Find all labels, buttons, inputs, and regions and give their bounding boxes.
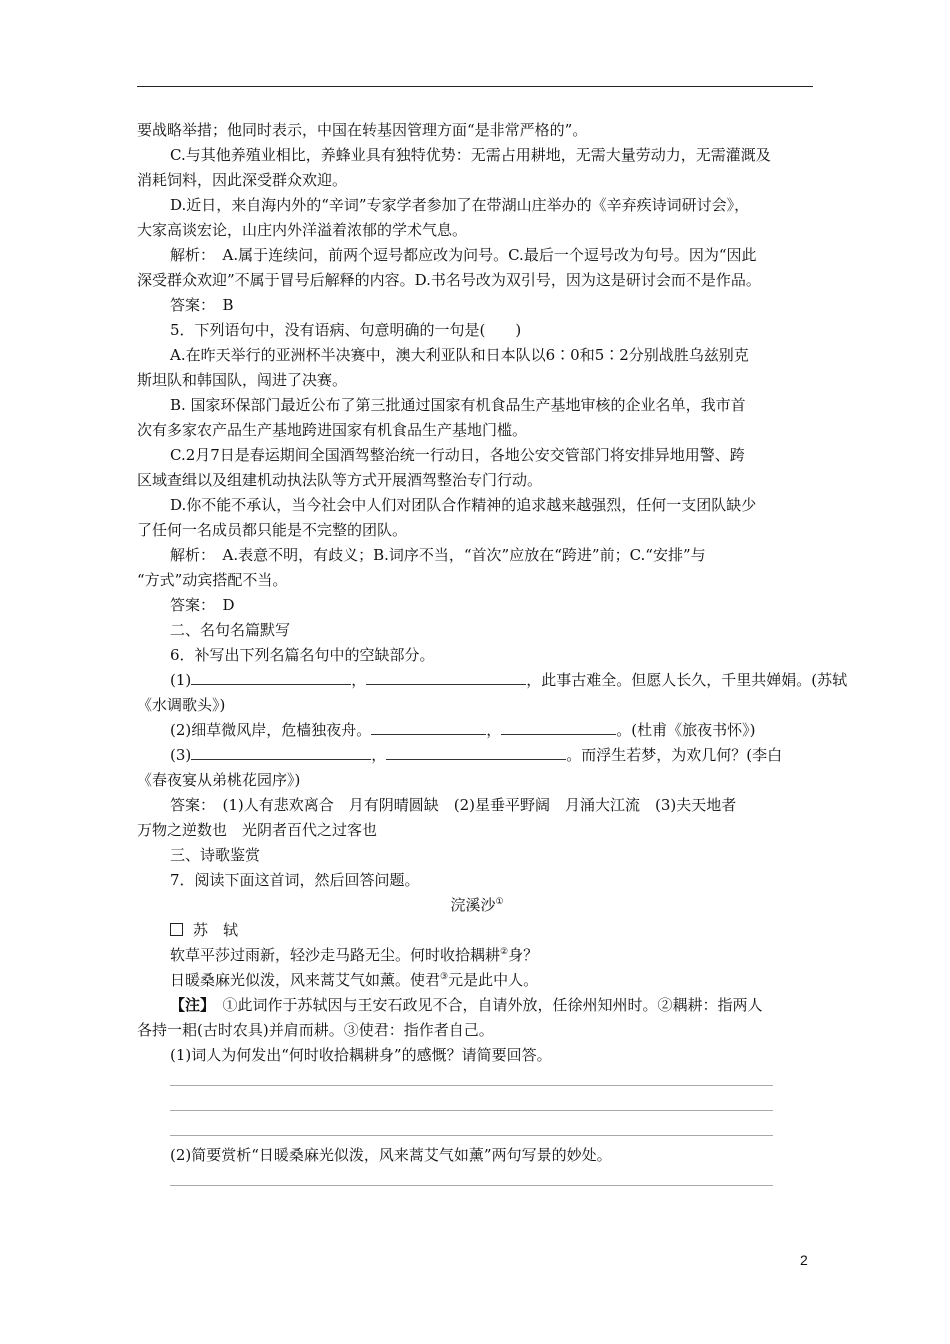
- blank-line[interactable]: [386, 744, 566, 760]
- answer-line[interactable]: [137, 1168, 817, 1193]
- question-6: 6．补写出下列名篇名句中的空缺部分。: [170, 646, 435, 664]
- text-line: 了任何一名成员都只能是不完整的团队。: [137, 521, 408, 539]
- answer-4: 答案： B: [170, 296, 234, 314]
- analysis-4: 解析： A.属于连续问，前两个逗号都应改为问号。C.最后一个逗号改为句号。因为“因此: [170, 246, 757, 264]
- option-b: B. 国家环保部门最近公布了第三批通过国家有机食品生产基地审核的企业名单，我市首: [170, 396, 746, 414]
- blank-line[interactable]: [501, 719, 616, 735]
- fill-item-1-source: 《水调歌头》): [137, 696, 226, 714]
- poem-note: 【注】 ①此词作于苏轼因与王安石政见不合，自请外放，任徐州知州时。②耦耕：指两人: [170, 996, 763, 1014]
- fill-item-2: (2)细草微风岸，危樯独夜舟。 ， 。(杜甫《旅夜书怀》): [170, 721, 756, 739]
- header-rule: [137, 86, 813, 87]
- page-number: 2: [800, 1252, 808, 1268]
- checkbox-icon: [170, 923, 183, 936]
- blank-line[interactable]: [191, 669, 351, 685]
- text-line: 区域查缉以及组建机动执法队等方式开展酒驾整治专门行动。: [137, 471, 543, 489]
- answer-6: 答案： (1)人有悲欢离合 月有阴晴圆缺 (2)星垂平野阔 月涌大江流 (3)夫天地者: [170, 796, 737, 814]
- text-line: 消耗饲料，因此深受群众欢迎。: [137, 171, 348, 189]
- answer-5: 答案： D: [170, 596, 235, 614]
- fill-item-3: (3) ， 。而浮生若梦，为欢几何？(李白: [170, 746, 783, 764]
- text-line: 万物之逆数也 光阴者百代之过客也: [137, 821, 378, 839]
- blank-line[interactable]: [366, 669, 526, 685]
- poem-line: 日暖桑麻光似泼，风来蒿艾气如薰。使君③元是此中人。: [170, 971, 539, 989]
- section-heading: 三、诗歌鉴赏: [170, 846, 261, 864]
- text-line: 斯坦队和韩国队，闯进了决赛。: [137, 371, 348, 389]
- text-line: “方式”动宾搭配不当。: [137, 571, 288, 589]
- blank-line[interactable]: [191, 744, 371, 760]
- blank-line[interactable]: [371, 719, 486, 735]
- text-line: 深受群众欢迎”不属于冒号后解释的内容。D.书名号改为双引号，因为这是研讨会而不是作品。: [137, 271, 761, 289]
- answer-line[interactable]: [137, 1068, 817, 1093]
- option-a: A.在昨天举行的亚洲杯半决赛中，澳大利亚队和日本队以6∶0和5∶2分别战胜乌兹别克: [170, 346, 749, 364]
- question-7: 7．阅读下面这首词，然后回答问题。: [170, 871, 420, 889]
- fill-item-3-source: 《春夜宴从弟桃花园序》): [137, 771, 301, 789]
- poem-title: 浣溪沙①: [450, 896, 504, 914]
- question-5: 5．下列语句中，没有语病、句意明确的一句是( ): [170, 321, 522, 339]
- analysis-5: 解析： A.表意不明，有歧义；B.词序不当，“首次”应放在“跨进”前；C.“安排”与: [170, 546, 706, 564]
- option-d: D.近日，来自海内外的“辛词”专家学者参加了在带湖山庄举办的《辛弃疾诗词研讨会》，: [170, 196, 750, 214]
- poem-line: 软草平莎过雨新，轻沙走马路无尘。何时收拾耦耕②身？: [170, 946, 539, 964]
- option-c: C.与其他养殖业相比，养蜂业具有独特优势：无需占用耕地，无需大量劳动力，无需灌溉及: [170, 146, 771, 164]
- answer-line[interactable]: [137, 1118, 817, 1143]
- sub-question-2: (2)简要赏析“日暖桑麻光似泼，风来蒿艾气如薰”两句写景的妙处。: [170, 1146, 612, 1164]
- section-heading: 二、名句名篇默写: [170, 621, 291, 639]
- text-line: 次有多家农产品生产基地跨进国家有机食品生产基地门槛。: [137, 421, 528, 439]
- option-c: C.2月7日是春运期间全国酒驾整治统一行动日，各地公安交管部门将安排异地用警、跨: [170, 446, 745, 464]
- sub-question-1: (1)词人为何发出“何时收拾耦耕身”的感慨？请简要回答。: [170, 1046, 552, 1064]
- answer-line[interactable]: [137, 1093, 817, 1118]
- text-line: 大家高谈宏论，山庄内外洋溢着浓郁的学术气息。: [137, 221, 468, 239]
- fill-item-1: (1) ， ，此事古难全。但愿人长久，千里共婵娟。(苏轼: [170, 671, 848, 689]
- text-line: 各持一耜(古时农具)并肩而耕。③使君：指作者自己。: [137, 1021, 494, 1039]
- text-line: 要战略举措；他同时表示，中国在转基因管理方面“是非常严格的”。: [137, 121, 588, 139]
- option-d: D.你不能不承认，当今社会中人们对团队合作精神的追求越来越强烈，任何一支团队缺少: [170, 496, 757, 514]
- poem-author: 苏 轼: [137, 918, 817, 943]
- document-body: [137, 118, 848, 1193]
